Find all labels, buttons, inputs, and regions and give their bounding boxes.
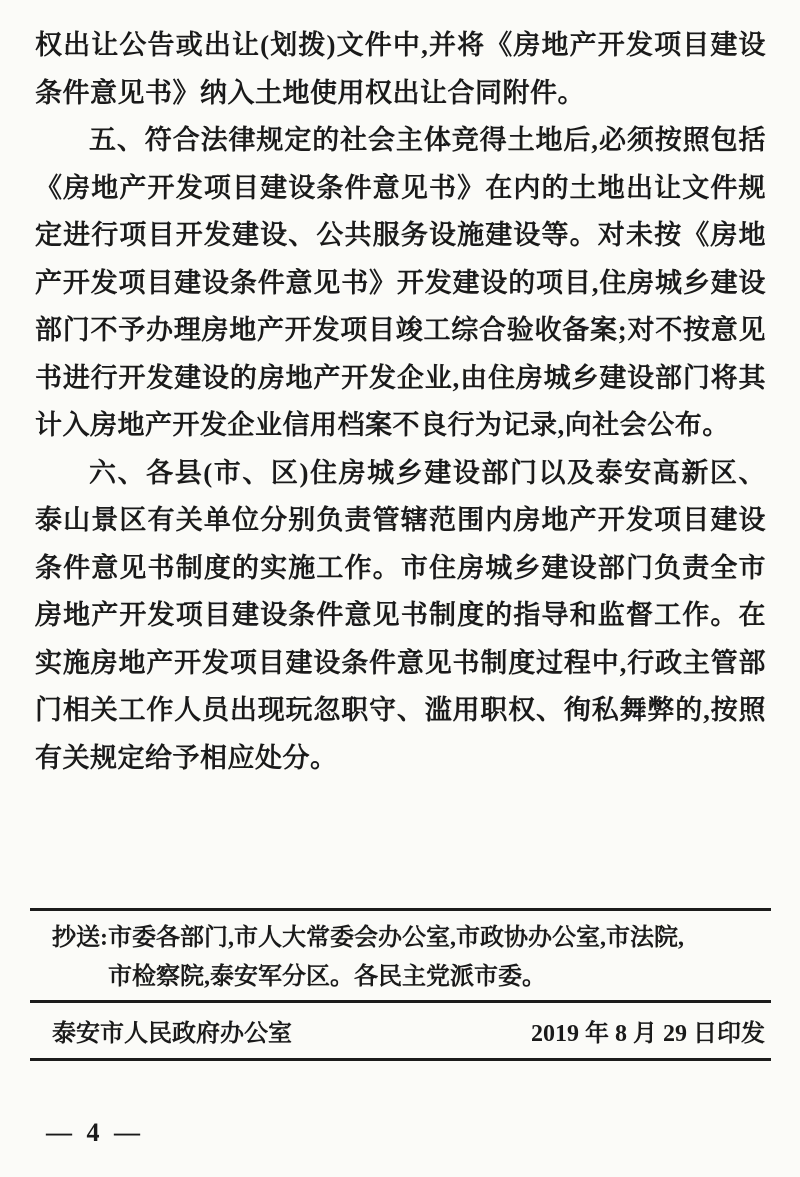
- issuer-name: 泰安市人民政府办公室: [52, 1021, 292, 1047]
- cc-distribution-row: [30, 911, 771, 997]
- body-paragraph-section-5: 五、符合法律规定的社会主体竞得土地后,必须按照包括《房地产开发项目建设条件意见书》在内的土地出让文件规定进行项目开发建设、公共服务设施建设等。对未按《房地产开发项目建设条件意见书》开发建设的项目,住房城乡建设部门不予办理房地产开发项目竣工综合验收备案;对不按意见书进行开发建设的房地产开发企业,由住房城乡建设部门将其计入房地产开发企业信用档案不良行为记录,向社会公布。: [35, 125, 766, 440]
- issuer-row: [30, 1003, 771, 1058]
- cc-line: 市检察院,泰安军分区。各民主党派市委。: [108, 964, 546, 990]
- cc-label: 抄送:: [52, 925, 108, 951]
- colophon-block: [30, 908, 771, 1061]
- page-number: — 4 —: [46, 1118, 144, 1147]
- body-paragraph-continuation: 权出让公告或出让(划拨)文件中,并将《房地产开发项目建设条件意见书》纳入土地使用权出让合同附件。: [35, 30, 766, 108]
- document-body: [35, 22, 766, 782]
- body-paragraph-section-6: 六、各县(市、区)住房城乡建设部门以及泰安高新区、泰山景区有关单位分别负责管辖范围内房地产开发项目建设条件意见书制度的实施工作。市住房城乡建设部门负责全市房地产开发项目建设条件意见书制度的指导和监督工作。在实施房地产开发项目建设条件意见书制度过程中,行政主管部门相关工作人员出现玩忽职守、滥用职权、徇私舞弊的,按照有关规定给予相应处分。: [35, 457, 766, 773]
- cc-list: [108, 919, 684, 997]
- print-date: 2019 年 8 月 29 日印发: [531, 1021, 765, 1047]
- separator-rule-bottom: [30, 1058, 771, 1061]
- cc-line: 市委各部门,市人大常委会办公室,市政协办公室,市法院,: [108, 925, 684, 951]
